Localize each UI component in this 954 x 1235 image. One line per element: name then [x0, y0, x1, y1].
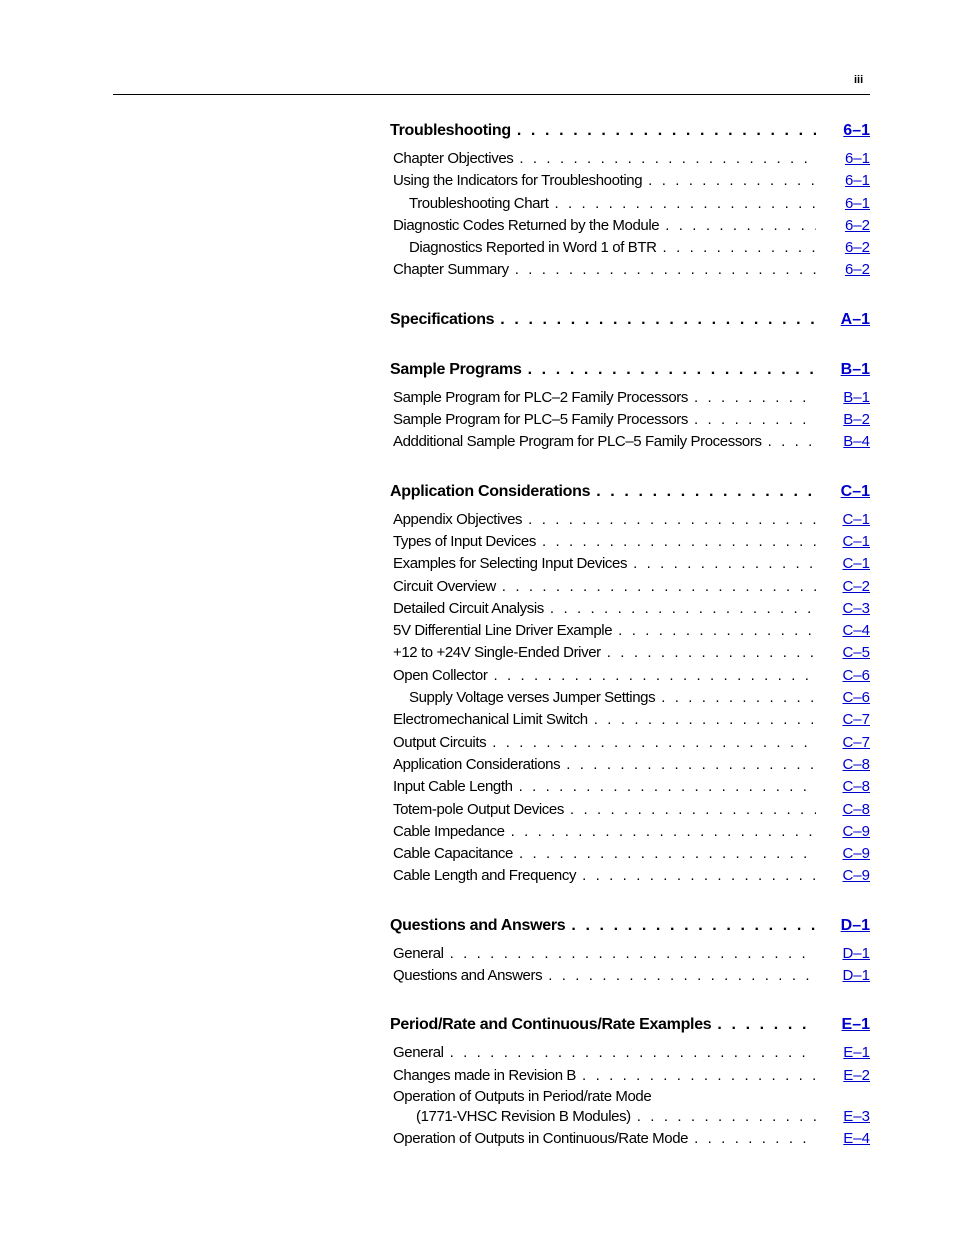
entry-page-link[interactable]: C–7 [842, 711, 870, 729]
entry-title: +12 to +24V Single-Ended Driver [393, 644, 601, 662]
entry-page-link[interactable]: B–1 [843, 388, 870, 406]
entry-page-link[interactable]: C–4 [842, 622, 870, 640]
entry-page-link[interactable]: E–4 [843, 1130, 870, 1148]
entry-page-link[interactable]: C–2 [842, 577, 870, 595]
chapter-page-link[interactable]: B–1 [840, 360, 870, 378]
dot-leader [492, 732, 816, 754]
toc-chapter-row [390, 1013, 870, 1037]
toc-entry-row [390, 409, 870, 431]
entry-title-continuation: (1771-VHSC Revision B Modules) [416, 1107, 631, 1125]
toc-entry-row [390, 431, 870, 453]
dot-leader [661, 687, 816, 709]
dot-leader [694, 1128, 816, 1150]
entry-page-link[interactable]: E–3 [843, 1107, 870, 1125]
entry-title: Sample Program for PLC–5 Family Processors [393, 411, 688, 429]
toc-entry-row [390, 259, 870, 281]
entry-page-link[interactable]: C–8 [842, 755, 870, 773]
entry-page-link[interactable]: C–5 [842, 644, 870, 662]
entry-page-link[interactable]: C–9 [842, 822, 870, 840]
toc-entry-row [390, 576, 870, 598]
entry-title: Sample Program for PLC–2 Family Processors [393, 388, 688, 406]
entry-page-link[interactable]: C–8 [842, 778, 870, 796]
dot-leader [493, 665, 816, 687]
entry-page-link[interactable]: C–1 [842, 532, 870, 550]
toc-chapter-row [390, 119, 870, 143]
toc-chapter-row [390, 914, 870, 938]
entry-title: Chapter Summary [393, 261, 509, 279]
toc-chapter-row [390, 308, 870, 332]
entry-title: Output Circuits [393, 733, 487, 751]
toc-entry-row [390, 387, 870, 409]
toc-section [390, 308, 870, 332]
dot-leader [582, 865, 816, 887]
entry-title: Examples for Selecting Input Devices [393, 555, 628, 573]
dot-leader [554, 193, 816, 215]
chapter-title: Questions and Answers [390, 916, 566, 934]
toc-entry-row [390, 1042, 870, 1064]
entry-title: Electromechanical Limit Switch [393, 711, 588, 729]
entry-page-link[interactable]: D–1 [842, 967, 870, 985]
entry-title: Open Collector [393, 666, 488, 684]
entry-title: Appendix Objectives [393, 510, 523, 528]
toc-entry-row [390, 642, 870, 664]
toc-entry-row [390, 687, 870, 709]
entry-page-link[interactable]: C–6 [842, 666, 870, 684]
entry-title: Using the Indicators for Troubleshooting [393, 172, 643, 190]
toc-entry-row [390, 821, 870, 843]
entry-page-link[interactable]: B–2 [843, 411, 870, 429]
dot-leader [633, 553, 816, 575]
dot-leader [519, 776, 816, 798]
dot-leader [548, 965, 816, 987]
dot-leader [450, 1042, 816, 1064]
table-of-contents [390, 119, 870, 1177]
toc-entry-row [390, 799, 870, 821]
entry-page-link[interactable]: 6–1 [844, 150, 870, 167]
dot-leader [528, 358, 816, 382]
entry-page-link[interactable]: C–6 [842, 689, 870, 707]
dot-leader [511, 821, 816, 843]
entry-page-link[interactable]: C–1 [842, 555, 870, 573]
toc-entry-row [390, 148, 870, 170]
toc-section [390, 480, 870, 888]
dot-leader [542, 531, 816, 553]
entry-title: Types of Input Devices [393, 532, 536, 550]
entry-page-link[interactable]: 6–2 [844, 239, 870, 257]
entry-title: Chapter Objectives [393, 150, 514, 167]
dot-leader [517, 119, 816, 143]
entry-page-link[interactable]: C–9 [842, 867, 870, 885]
dot-leader [694, 387, 816, 409]
chapter-title: Period/Rate and Continuous/Rate Examples [390, 1016, 712, 1034]
chapter-page-link[interactable]: C–1 [840, 482, 870, 500]
dot-leader [566, 754, 816, 776]
dot-leader [582, 1065, 816, 1087]
chapter-title: Specifications [390, 310, 495, 328]
entry-title: Application Considerations [393, 755, 561, 773]
toc-entry-row [390, 865, 870, 887]
toc-chapter-row [390, 358, 870, 382]
chapter-page-link[interactable]: A–1 [840, 310, 870, 328]
entry-title: Cable Length and Frequency [393, 867, 577, 885]
toc-entry-row [390, 620, 870, 642]
toc-entry-row [390, 665, 870, 687]
entry-page-link[interactable]: E–2 [843, 1066, 870, 1084]
toc-section [390, 1013, 870, 1150]
entry-title: Troubleshooting Chart [409, 194, 549, 212]
entry-title: Totem-pole Output Devices [393, 800, 564, 818]
dot-leader [571, 914, 816, 938]
toc-entry-row [390, 843, 870, 865]
entry-title: Diagnostics Reported in Word 1 of BTR [409, 239, 657, 257]
chapter-title: Sample Programs [390, 360, 522, 378]
header-rule [113, 94, 870, 95]
dot-leader [500, 308, 816, 332]
entry-page-link[interactable]: B–4 [843, 433, 870, 451]
page-number: iii [854, 74, 864, 86]
entry-page-link[interactable]: C–3 [842, 599, 870, 617]
toc-entry-row [390, 215, 870, 237]
dot-leader [618, 620, 816, 642]
toc-entry-row [390, 237, 870, 259]
toc-entry-row [390, 598, 870, 620]
dot-leader [637, 1106, 816, 1128]
dot-leader [663, 237, 816, 259]
entry-page-link[interactable]: E–1 [843, 1044, 870, 1062]
entry-title: Changes made in Revision B [393, 1066, 577, 1084]
dot-leader [502, 576, 816, 598]
dot-leader [717, 1013, 816, 1037]
toc-entry-row [390, 732, 870, 754]
chapter-page-link[interactable]: D–1 [840, 916, 870, 934]
entry-title: Addditional Sample Program for PLC–5 Family Processors [393, 433, 762, 451]
entry-page-link[interactable]: 6–1 [844, 172, 870, 190]
toc-entry-row [390, 553, 870, 575]
entry-page-link[interactable]: C–7 [842, 733, 870, 751]
dot-leader [519, 148, 816, 170]
toc-entry-row [390, 754, 870, 776]
entry-page-link[interactable]: 6–2 [844, 216, 870, 234]
toc-entry-row [390, 965, 870, 987]
chapter-page-link[interactable]: E–1 [841, 1016, 870, 1034]
chapter-title: Troubleshooting [390, 122, 511, 139]
toc-section [390, 119, 870, 282]
entry-title: Detailed Circuit Analysis [393, 599, 544, 617]
toc-entry-row [390, 1065, 870, 1087]
toc-entry-row [390, 1087, 870, 1106]
entry-title: Circuit Overview [393, 577, 496, 595]
toc-entry-row [390, 1106, 870, 1128]
toc-chapter-row [390, 480, 870, 504]
dot-leader [519, 843, 816, 865]
dot-leader [648, 170, 816, 192]
dot-leader [607, 642, 816, 664]
dot-leader [594, 709, 816, 731]
dot-leader [570, 799, 816, 821]
dot-leader [450, 943, 816, 965]
entry-title: 5V Differential Line Driver Example [393, 622, 613, 640]
toc-entry-row [390, 776, 870, 798]
entry-title: Questions and Answers [393, 967, 543, 985]
toc-entry-row [390, 170, 870, 192]
dot-leader [665, 215, 816, 237]
entry-title: Supply Voltage verses Jumper Settings [409, 689, 656, 707]
entry-title: Cable Capacitance [393, 845, 513, 863]
entry-title: General [393, 1044, 444, 1062]
entry-title: General [393, 944, 444, 962]
entry-page-link[interactable]: C–9 [842, 845, 870, 863]
dot-leader [528, 509, 816, 531]
entry-page-link[interactable]: 6–2 [844, 261, 870, 279]
chapter-page-link[interactable]: 6–1 [843, 122, 870, 139]
toc-entry-row [390, 531, 870, 553]
entry-page-link[interactable]: C–8 [842, 800, 870, 818]
dot-leader [694, 409, 816, 431]
toc-entry-row [390, 709, 870, 731]
toc-section [390, 358, 870, 454]
entry-title: Operation of Outputs in Continuous/Rate Mode [393, 1130, 689, 1148]
toc-entry-row [390, 943, 870, 965]
dot-leader [515, 259, 816, 281]
entry-page-link[interactable]: D–1 [842, 944, 870, 962]
toc-entry-row [390, 193, 870, 215]
dot-leader [596, 480, 816, 504]
toc-entry-row [390, 1128, 870, 1150]
entry-title: Diagnostic Codes Returned by the Module [393, 216, 660, 234]
chapter-title: Application Considerations [390, 482, 591, 500]
dot-leader [768, 431, 816, 453]
dot-leader [550, 598, 816, 620]
toc-section [390, 914, 870, 988]
entry-page-link[interactable]: 6–1 [844, 194, 870, 212]
entry-page-link[interactable]: C–1 [842, 510, 870, 528]
entry-title: Input Cable Length [393, 778, 513, 796]
entry-title: Cable Impedance [393, 822, 505, 840]
toc-entry-row [390, 509, 870, 531]
entry-title: Operation of Outputs in Period/rate Mode [393, 1087, 652, 1105]
